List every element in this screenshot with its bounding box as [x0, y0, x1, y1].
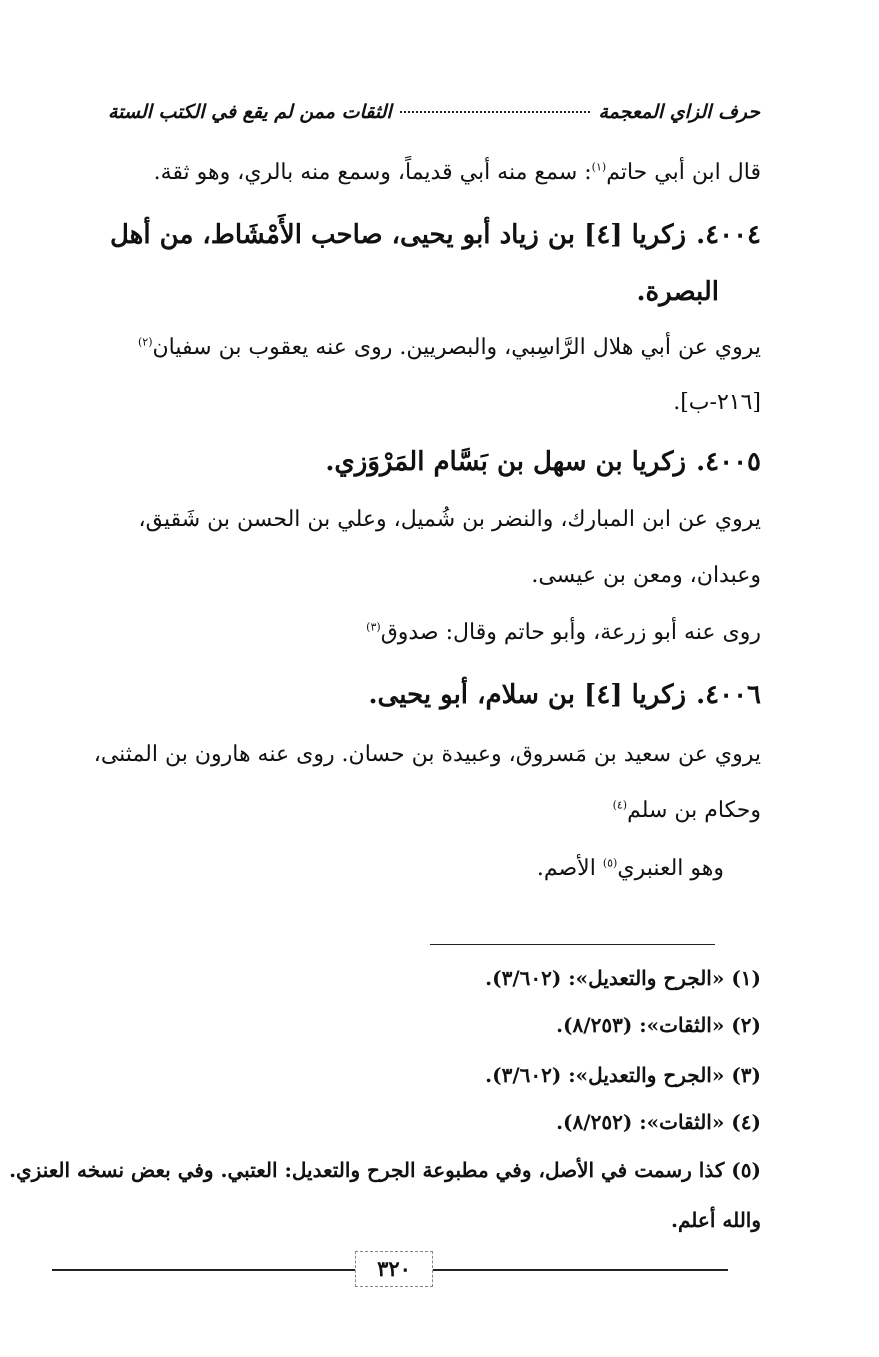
text-line [100, 563, 761, 589]
text-segment: وهو العنبري [617, 856, 724, 881]
entry-title: زكريا [٤] بن زياد أبو يحيى، صاحب الأَمْشَاط، من أهل [109, 220, 687, 250]
text-line [100, 507, 761, 533]
entry-heading-continuation [100, 277, 719, 308]
footnote-1: (١) «الجرح والتعديل»: (٣/٦٠٢). [485, 966, 761, 990]
text-segment: [٢١٦-ب]. [673, 390, 761, 415]
footnote-ref: (٢) [138, 335, 153, 349]
footnote-separator [430, 944, 715, 945]
entry-title-cont: البصرة. [636, 277, 719, 307]
text-segment: يروي عن سعيد بن مَسروق، وعبيدة بن حسان. روى عنه هارون بن المثنى، [93, 742, 761, 767]
footer-rule-right [431, 1269, 728, 1271]
text-line [100, 160, 761, 186]
text-line [100, 798, 761, 824]
text-line [100, 390, 761, 416]
running-header [108, 92, 760, 132]
footnote-ref: (٣) [366, 620, 381, 634]
entry-number: ٤٠٠٦. [696, 680, 761, 710]
text-line [93, 742, 761, 768]
entry-number: ٤٠٠٥. [696, 447, 761, 477]
text-line [100, 856, 724, 882]
header-dots [400, 111, 591, 113]
text-segment: وعبدان، ومعن بن عيسى. [531, 563, 761, 588]
text-line [100, 335, 761, 361]
entry-heading-4004 [100, 220, 761, 251]
text-segment: روى عنه أبو زرعة، وأبو حاتم وقال: صدوق [380, 620, 761, 645]
text-segment: وحكام بن سلم [627, 798, 761, 823]
footnote-2: (٢) «الثقات»: (٨/٢٥٣). [556, 1013, 761, 1037]
footnote-ref: (٤) [612, 798, 628, 812]
text-line [100, 620, 761, 646]
page-number: ٣٢٠ [355, 1251, 433, 1287]
footnote-5-cont: والله أعلم. [671, 1208, 761, 1232]
text-segment: قال ابن أبي حاتم [606, 160, 761, 185]
entry-title: زكريا بن سهل بن بَسَّام المَرْوَزي. [325, 447, 687, 477]
footnote-5: (٥) كذا رسمت في الأصل، وفي مطبوعة الجرح والتعديل: العتبي. وفي بعض نسخه العنزي. [9, 1158, 761, 1182]
entry-heading-4006 [100, 680, 761, 711]
footnote-4: (٤) «الثقات»: (٨/٢٥٢). [556, 1110, 761, 1134]
text-segment: يروي عن أبي هلال الرَّاسِبي، والبصريين. روى عنه يعقوب بن سفيان [152, 335, 761, 360]
entry-heading-4005 [100, 447, 761, 478]
header-chapter-title: حرف الزاي المعجمة [598, 101, 760, 123]
header-book-title: الثقات ممن لم يقع في الكتب الستة [108, 101, 392, 123]
entry-number: ٤٠٠٤. [696, 220, 761, 250]
footnote-ref: (١) [591, 160, 607, 174]
text-segment: : سمع منه أبي قديماً، وسمع منه بالري، وهو ثقة. [153, 160, 592, 185]
text-segment: يروي عن ابن المبارك، والنضر بن شُميل، وعلي بن الحسن بن شَقيق، [138, 507, 761, 532]
footnote-ref: (٥) [602, 856, 618, 870]
footer-rule-left [52, 1269, 355, 1271]
text-segment: الأصم. [536, 856, 603, 881]
entry-title: زكريا [٤] بن سلام، أبو يحيى. [368, 680, 687, 710]
footnote-3: (٣) «الجرح والتعديل»: (٣/٦٠٢). [485, 1063, 761, 1087]
